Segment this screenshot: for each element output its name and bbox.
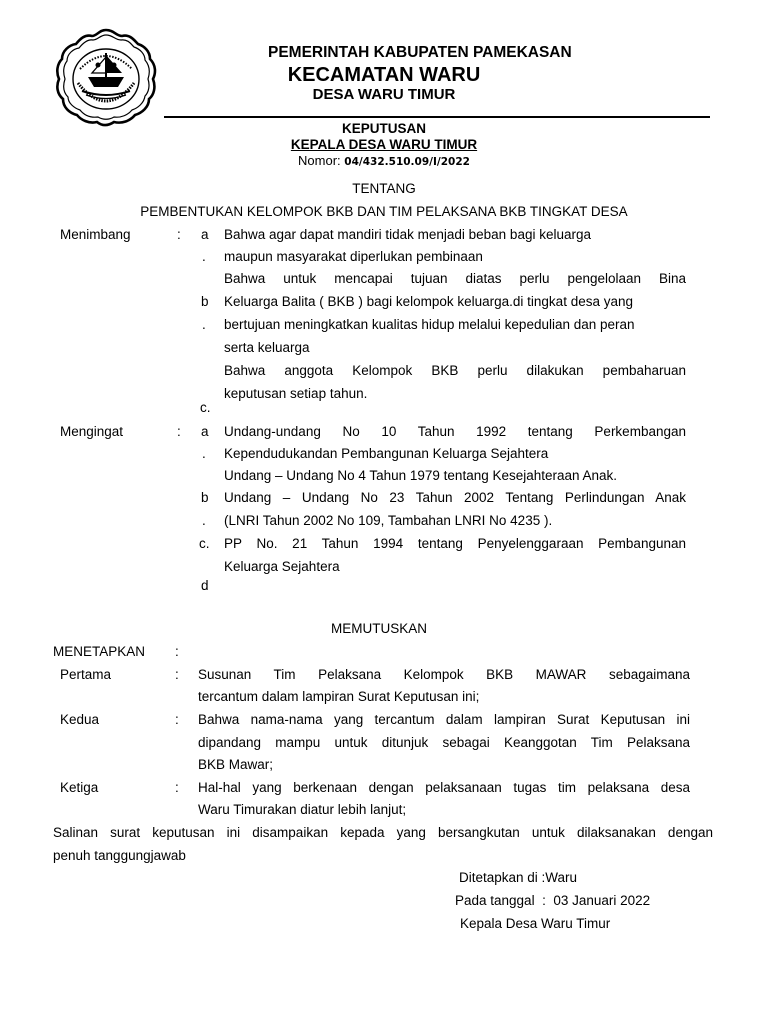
mengingat-colon: : <box>177 424 181 439</box>
mengingat-line: Undang-undang No 10 Tahun 1992 tentang Perkembangan <box>224 424 686 439</box>
tentang-heading: TENTANG <box>352 181 416 196</box>
menimbang-line: maupun masyarakat diperlukan pembinaan <box>224 249 483 264</box>
menimbang-colon: : <box>177 227 181 242</box>
menimbang-marker-b: b <box>201 294 209 309</box>
mengingat-marker-d: d <box>201 578 209 593</box>
mengingat-marker-b: b <box>201 490 209 505</box>
mengingat-line: Undang – Undang No 4 Tahun 1979 tentang Kesejahteraan Anak. <box>224 468 618 483</box>
menimbang-line: bertujuan meningkatkan kualitas hidup melalui kepedulian dan peran <box>224 317 635 332</box>
kedua-line: Bahwa nama-nama yang tercantum dalam lampiran Surat Keputusan ini <box>198 712 690 727</box>
memutuskan-heading: MEMUTUSKAN <box>331 621 428 636</box>
pertama-label: Pertama <box>60 667 112 682</box>
kedua-line: dipandang mampu untuk ditunjuk sebagai Keanggotan Tim Pelaksana <box>198 735 690 750</box>
ditetapkan-di: Ditetapkan di :Waru <box>459 870 578 885</box>
kedua-colon: : <box>175 712 179 727</box>
mengingat-marker-a-dot: . <box>202 446 206 461</box>
mengingat-line: Undang – Undang No 23 Tahun 2002 Tentang Perlindungan Anak <box>224 490 686 505</box>
salinan-line: Salinan surat keputusan ini disampaikan kepada yang bersangkutan untuk dilaksanakan dengan <box>53 825 713 840</box>
mengingat-marker-a: a <box>201 424 209 439</box>
mengingat-line: (LNRI Tahun 2002 No 109, Tambahan LNRI No 4235 ). <box>224 513 553 528</box>
menimbang-label: Menimbang <box>60 227 131 242</box>
pertama-line: tercantum dalam lampiran Surat Keputusan ini; <box>198 689 480 704</box>
menimbang-line: Bahwa anggota Kelompok BKB perlu dilakukan pembaharuan <box>224 363 686 378</box>
menimbang-marker-a-dot: . <box>202 249 206 264</box>
header-kecamatan: KECAMATAN WARU <box>287 64 481 86</box>
mengingat-line: Kependudukandan Pembangunan Keluarga Sejahtera <box>224 446 549 461</box>
ketiga-label: Ketiga <box>60 780 99 795</box>
header-government: PEMERINTAH KABUPATEN PAMEKASAN <box>268 44 572 61</box>
menimbang-marker-a: a <box>201 227 209 242</box>
doc-number-label: Nomor: <box>298 153 341 168</box>
kedua-label: Kedua <box>60 712 100 727</box>
doc-number <box>0 153 768 168</box>
header-desa: DESA WARU TIMUR <box>312 86 456 103</box>
signatory-title: Kepala Desa Waru Timur <box>460 916 611 931</box>
mengingat-marker-c: c. <box>199 536 210 551</box>
mengingat-line: PP No. 21 Tahun 1994 tentang Penyelenggaraan Pembangunan <box>224 536 686 551</box>
pertama-colon: : <box>175 667 179 682</box>
menimbang-marker-c: c. <box>200 400 211 415</box>
menimbang-line: Bahwa agar dapat mandiri tidak menjadi beban bagi keluarga <box>224 227 591 242</box>
mengingat-label: Mengingat <box>60 424 124 439</box>
doc-issuer: KEPALA DESA WARU TIMUR <box>290 137 478 152</box>
menimbang-line: Keluarga Balita ( BKB ) bagi kelompok keluarga.di tingkat desa yang <box>224 294 633 309</box>
pada-tanggal: Pada tanggal : 03 Januari 2022 <box>455 893 651 908</box>
salinan-line: penuh tanggungjawab <box>53 848 186 863</box>
mengingat-marker-b-dot: . <box>202 513 206 528</box>
menetapkan-label: MENETAPKAN <box>53 644 146 659</box>
header-divider <box>164 116 710 118</box>
pertama-line: Susunan Tim Pelaksana Kelompok BKB MAWAR sebagaimana <box>198 667 690 682</box>
mengingat-line: Keluarga Sejahtera <box>224 559 340 574</box>
menimbang-line: Bahwa untuk mencapai tujuan diatas perlu pengelolaan Bina <box>224 271 686 286</box>
ketiga-colon: : <box>175 780 179 795</box>
menimbang-line: keputusan setiap tahun. <box>224 386 368 401</box>
kedua-line: BKB Mawar; <box>198 757 274 772</box>
ketiga-line: Waru Timurakan diatur lebih lanjut; <box>198 802 407 817</box>
doc-subject: PEMBENTUKAN KELOMPOK BKB DAN TIM PELAKSANA BKB TINGKAT DESA <box>140 204 628 219</box>
menimbang-marker-b-dot: . <box>202 317 206 332</box>
doc-type: KEPUTUSAN <box>341 121 426 136</box>
doc-number-value: 04/432.510.09/I/2022 <box>344 156 470 168</box>
menetapkan-colon: : <box>175 644 179 659</box>
ketiga-line: Hal-hal yang berkenaan dengan pelaksanaan tugas tim pelaksana desa <box>198 780 690 795</box>
menimbang-line: serta keluarga <box>224 340 310 355</box>
